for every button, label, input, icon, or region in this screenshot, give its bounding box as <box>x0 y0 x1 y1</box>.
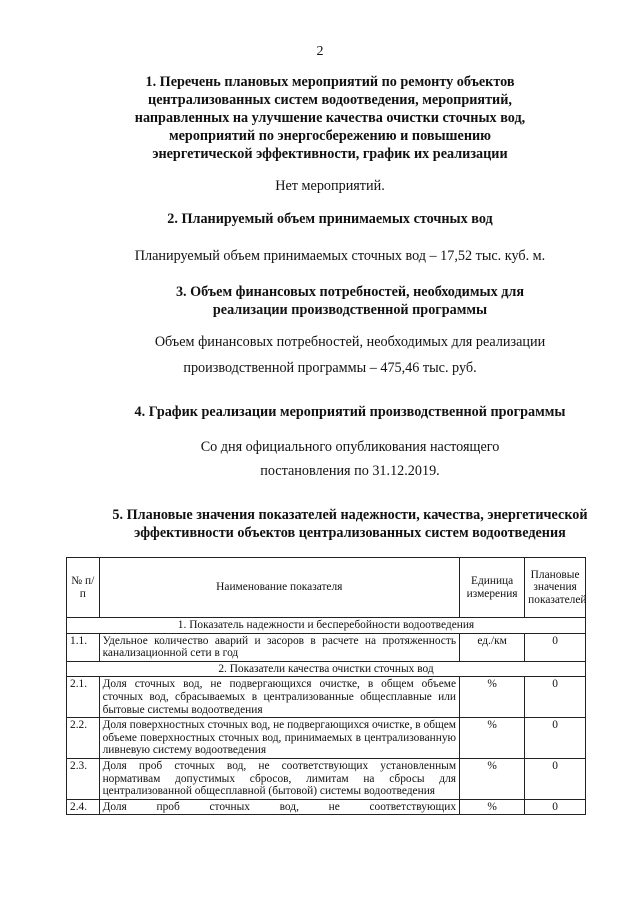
section5-title-line: эффективности объектов централизованных систем водоотведения <box>134 525 566 541</box>
section3-title-line: 3. Объем финансовых потребностей, необходимых для <box>175 284 525 300</box>
row-value: 0 <box>525 799 586 815</box>
row-name: Доля сточных вод, не подвергающихся очистке, в общем объеме сточных вод, сбрасываемых в централизованные общесплавные или бытовые системы водоотведения <box>99 677 459 718</box>
section1-title-line: направленных на улучшение качества очистки сточных вод, <box>134 110 526 126</box>
row-unit: % <box>460 799 525 815</box>
section5-title-line: 5. Плановые значения показателей надежности, качества, энергетической <box>112 507 588 523</box>
table-row <box>67 758 586 799</box>
table-header-row <box>67 558 586 618</box>
section2-text: Планируемый объем принимаемых сточных вод – 17,52 тыс. куб. м. <box>134 248 546 264</box>
section3-title <box>80 283 620 319</box>
row-name: Удельное количество аварий и засоров в расчете на протяженность канализационной сети в год <box>99 633 459 661</box>
section3-text-line: производственной программы – 475,46 тыс. руб. <box>183 360 477 376</box>
row-num: 2.1. <box>67 677 100 718</box>
header-name: Наименование показателя <box>99 558 459 618</box>
table-group-row <box>67 661 586 677</box>
row-value: 0 <box>525 677 586 718</box>
section1-title-line: энергетической эффективности, график их реализации <box>152 146 508 162</box>
table-group-row <box>67 618 586 634</box>
indicators-table <box>66 557 586 815</box>
section1-text: Нет мероприятий. <box>275 178 385 194</box>
row-name: Доля проб сточных вод, не соответствующих установленным нормативам допустимых сбросов, лимитам на сбросы для централизованной общесплавной (бытовой) системы водоотведения <box>99 758 459 799</box>
row-value: 0 <box>525 718 586 759</box>
row-value: 0 <box>525 758 586 799</box>
row-unit: ед./км <box>460 633 525 661</box>
section1-title-line: 1. Перечень плановых мероприятий по ремонту объектов <box>145 74 515 90</box>
row-unit: % <box>460 718 525 759</box>
section4-title: 4. График реализации мероприятий производственной программы <box>134 404 566 420</box>
header-unit: Единица измерения <box>460 558 525 618</box>
section5-title <box>60 506 640 542</box>
header-value: Плановые значения показателей <box>525 558 586 618</box>
section4-text-line: постановления по 31.12.2019. <box>260 463 440 479</box>
row-num: 1.1. <box>67 633 100 661</box>
section4-text-line: Со дня официального опубликования настоящего <box>200 439 500 455</box>
page-number: 2 <box>316 44 324 59</box>
section1-title-line: мероприятий по энергосбережению и повышению <box>168 128 492 144</box>
row-name: Доля проб сточных вод, не соответствующих <box>99 799 459 815</box>
table-row <box>67 718 586 759</box>
row-num: 2.2. <box>67 718 100 759</box>
section1-title <box>60 73 600 163</box>
row-num: 2.3. <box>67 758 100 799</box>
table-row <box>67 633 586 661</box>
group-title: 2. Показатели качества очистки сточных вод <box>67 661 586 677</box>
section3-text-line: Объем финансовых потребностей, необходимых для реализации <box>154 334 546 350</box>
section3-title-line: реализации производственной программы <box>212 302 488 318</box>
row-unit: % <box>460 677 525 718</box>
group-title: 1. Показатель надежности и бесперебойности водоотведения <box>67 618 586 634</box>
section2-title: 2. Планируемый объем принимаемых сточных вод <box>167 211 493 227</box>
row-name: Доля поверхностных сточных вод, не подвергающихся очистке, в общем объеме поверхностных сточных вод, принимаемых в централизованную ливневую систему водоотведения <box>99 718 459 759</box>
row-num: 2.4. <box>67 799 100 815</box>
table-row <box>67 799 586 815</box>
row-value: 0 <box>525 633 586 661</box>
section1-title-line: централизованных систем водоотведения, мероприятий, <box>148 92 512 108</box>
header-num: № п/п <box>67 558 100 618</box>
row-unit: % <box>460 758 525 799</box>
table-row <box>67 677 586 718</box>
